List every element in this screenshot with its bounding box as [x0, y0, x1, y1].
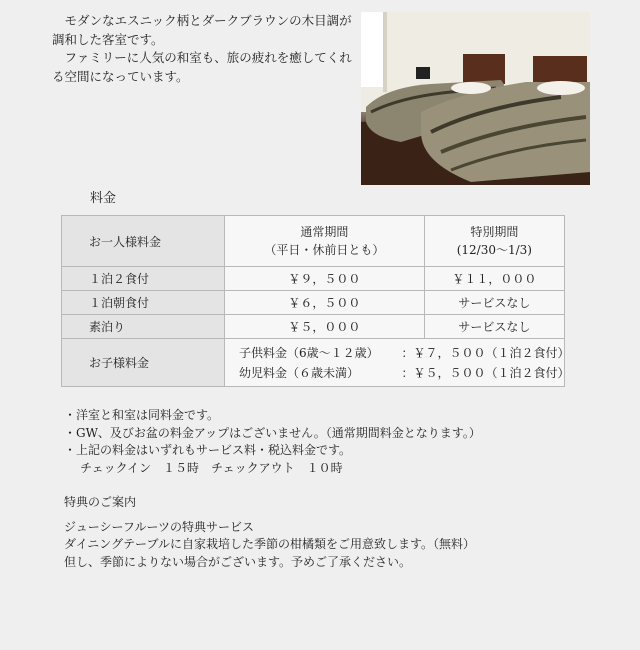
kids-price-value: ：￥７，５００（１泊２食付）	[401, 345, 570, 360]
note-item: ・洋室と和室は同料金です。	[64, 408, 220, 422]
plan-label: １泊朝食付	[62, 291, 225, 315]
normal-period-title: 通常期間	[300, 225, 349, 239]
normal-price: ￥５，０００	[225, 315, 425, 339]
table-row	[62, 267, 565, 291]
benefit-title: 特典のご案内	[64, 495, 137, 509]
special-period-header	[424, 216, 564, 267]
price-table-header	[62, 216, 565, 267]
special-period-sub: (12/30〜1/3)	[456, 243, 532, 257]
price-section-title: 料金	[90, 191, 117, 206]
kids-price-name: 幼児料金（６歳未満）	[239, 365, 360, 380]
note-item: ・GW、及びお盆の料金アップはございません。（通常期間料金となります。）	[64, 425, 481, 440]
checkin-checkout-times: チェックイン １５時 チェックアウト １０時	[80, 460, 343, 475]
special-period-title: 特別期間	[470, 225, 519, 239]
benefit-section	[64, 494, 475, 571]
note-item: ・上記の料金はいずれもサービス料・税込料金です。	[64, 443, 352, 457]
normal-price: ￥６，５００	[225, 291, 425, 315]
plan-label: 素泊り	[62, 315, 225, 339]
normal-period-header	[225, 216, 425, 267]
kids-price-item	[225, 363, 570, 383]
special-price: サービスなし	[424, 291, 564, 315]
benefit-line: ダイニングテーブルに自家栽培した季節の柑橘類をご用意致します。（無料）	[64, 537, 476, 551]
intro-paragraph-2: ファミリーに人気の和室も、旅の疲れを癒してくれる空間になっています。	[52, 50, 352, 84]
table-row	[62, 291, 565, 315]
benefit-line: 但し、季節によりない場合がございます。予めご了承ください。	[64, 554, 412, 569]
intro-paragraph-1: モダンなエスニック柄とダークブラウンの木目調が調和した客室です。	[52, 13, 352, 47]
kids-price-value: ：￥５，５００（１泊２食付）	[401, 365, 570, 380]
table-row	[62, 315, 565, 339]
kids-price-cell	[225, 339, 570, 387]
price-table	[61, 215, 570, 387]
price-notes	[64, 407, 481, 477]
special-price: サービスなし	[424, 315, 564, 339]
plan-label: １泊２食付	[62, 267, 225, 291]
special-price: ￥１１，０００	[424, 267, 564, 291]
per-person-label: お一人様料金	[62, 216, 225, 267]
kids-price-name: 子供料金（6歳～１２歳）	[239, 345, 379, 360]
kids-price-item	[225, 343, 570, 363]
normal-price: ￥９，５００	[225, 267, 425, 291]
room-photo-illustration	[361, 12, 590, 185]
kids-price-row	[62, 339, 565, 387]
normal-period-sub: （平日・休前日とも）	[264, 243, 385, 257]
kids-price-label: お子様料金	[62, 339, 225, 387]
room-photo	[361, 12, 590, 185]
benefit-line: ジューシーフルーツの特典サービス	[64, 519, 254, 534]
room-description	[52, 12, 357, 86]
